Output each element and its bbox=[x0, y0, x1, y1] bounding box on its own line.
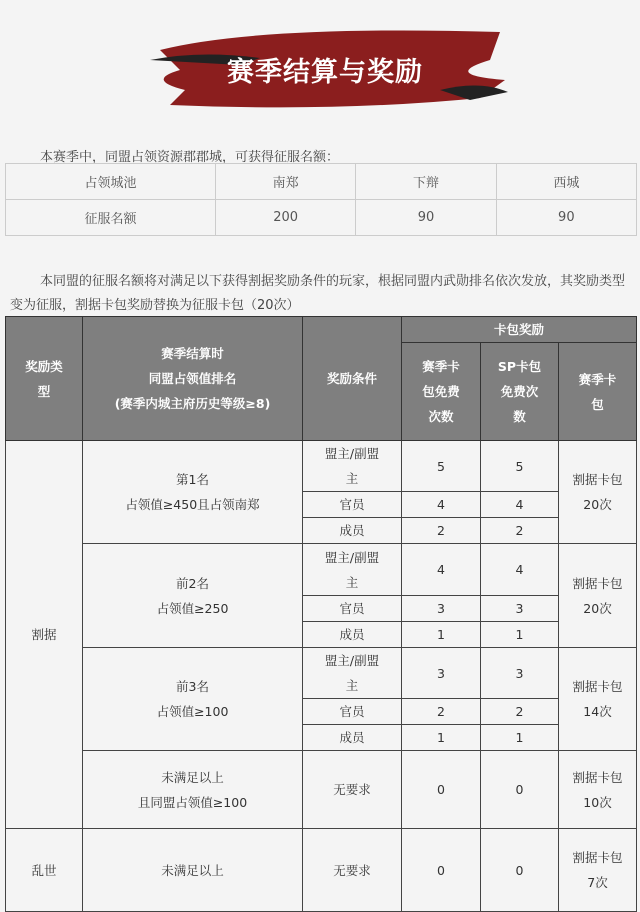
season-free-cell: 4 bbox=[402, 544, 481, 596]
header-season-free: 赛季卡包免费次数 bbox=[402, 343, 481, 441]
season-free-cell: 3 bbox=[402, 596, 481, 622]
sp-free-cell: 5 bbox=[481, 441, 559, 492]
season-free-cell: 0 bbox=[402, 751, 481, 829]
rank-cell: 前2名 占领值≥250 bbox=[83, 544, 303, 648]
table-row bbox=[6, 441, 637, 492]
season-pack-cell: 割据卡包 20次 bbox=[559, 441, 637, 544]
sp-free-cell: 4 bbox=[481, 544, 559, 596]
reward-type-cell: 割据 bbox=[6, 441, 83, 829]
season-free-cell: 4 bbox=[402, 492, 481, 518]
rank-cell: 前3名 占领值≥100 bbox=[83, 648, 303, 751]
condition-cell: 成员 bbox=[303, 622, 402, 648]
condition-cell: 官员 bbox=[303, 492, 402, 518]
condition-cell: 官员 bbox=[303, 699, 402, 725]
header-pack-reward: 卡包奖励 bbox=[402, 317, 637, 343]
cell: 90 bbox=[496, 200, 636, 236]
condition-cell: 无要求 bbox=[303, 751, 402, 829]
condition-cell: 盟主/副盟主 bbox=[303, 544, 402, 596]
condition-cell: 盟主/副盟主 bbox=[303, 648, 402, 699]
cell: 南郑 bbox=[216, 164, 356, 200]
sp-free-cell: 0 bbox=[481, 829, 559, 912]
condition-cell: 成员 bbox=[303, 725, 402, 751]
table-row bbox=[6, 648, 637, 699]
season-free-cell: 2 bbox=[402, 699, 481, 725]
sp-free-cell: 3 bbox=[481, 648, 559, 699]
reward-table bbox=[5, 316, 637, 912]
title-banner bbox=[140, 20, 510, 110]
cell: 西城 bbox=[496, 164, 636, 200]
season-free-cell: 1 bbox=[402, 622, 481, 648]
season-free-cell: 3 bbox=[402, 648, 481, 699]
season-pack-cell: 割据卡包 10次 bbox=[559, 751, 637, 829]
table-row bbox=[6, 200, 637, 236]
season-pack-cell: 割据卡包 14次 bbox=[559, 648, 637, 751]
page-title: 赛季结算与奖励 bbox=[227, 57, 423, 88]
table-row bbox=[6, 829, 637, 912]
rank-cell: 未满足以上 且同盟占领值≥100 bbox=[83, 751, 303, 829]
condition-cell: 官员 bbox=[303, 596, 402, 622]
header-season-pack: 赛季卡包 bbox=[559, 343, 637, 441]
sp-free-cell: 4 bbox=[481, 492, 559, 518]
cell: 下辩 bbox=[356, 164, 496, 200]
sp-free-cell: 0 bbox=[481, 751, 559, 829]
rank-cell: 第1名 占领值≥450且占领南郑 bbox=[83, 441, 303, 544]
cell: 占领城池 bbox=[6, 164, 216, 200]
season-free-cell: 0 bbox=[402, 829, 481, 912]
table-row bbox=[6, 544, 637, 596]
table-row bbox=[6, 751, 637, 829]
header-sp-free: SP卡包免费次数 bbox=[481, 343, 559, 441]
quota-table bbox=[5, 163, 637, 236]
reward-type-cell: 乱世 bbox=[6, 829, 83, 912]
sp-free-cell: 2 bbox=[481, 518, 559, 544]
season-pack-cell: 割据卡包 7次 bbox=[559, 829, 637, 912]
table-row bbox=[6, 164, 637, 200]
season-free-cell: 5 bbox=[402, 441, 481, 492]
header-condition: 奖励条件 bbox=[303, 317, 402, 441]
cell: 200 bbox=[216, 200, 356, 236]
rules-text: 本同盟的征服名额将对满足以下获得割据奖励条件的玩家，根据同盟内武勋排名依次发放，其奖励类型变为征服，割据卡包奖励替换为征服卡包（20次） bbox=[10, 274, 626, 313]
sp-free-cell: 3 bbox=[481, 596, 559, 622]
cell: 征服名额 bbox=[6, 200, 216, 236]
condition-cell: 无要求 bbox=[303, 829, 402, 912]
header-rank: 赛季结算时 同盟占领值排名 (赛季内城主府历史等级≥8) bbox=[83, 317, 303, 441]
condition-cell: 成员 bbox=[303, 518, 402, 544]
condition-cell: 盟主/副盟主 bbox=[303, 441, 402, 492]
season-pack-cell: 割据卡包 20次 bbox=[559, 544, 637, 648]
season-free-cell: 2 bbox=[402, 518, 481, 544]
cell: 90 bbox=[356, 200, 496, 236]
sp-free-cell: 1 bbox=[481, 622, 559, 648]
rank-cell: 未满足以上 bbox=[83, 829, 303, 912]
season-free-cell: 1 bbox=[402, 725, 481, 751]
sp-free-cell: 1 bbox=[481, 725, 559, 751]
intro-text: 本赛季中，同盟占领资源郡郡城，可获得征服名额： bbox=[40, 150, 340, 165]
header-type: 奖励类型 bbox=[6, 317, 83, 441]
sp-free-cell: 2 bbox=[481, 699, 559, 725]
